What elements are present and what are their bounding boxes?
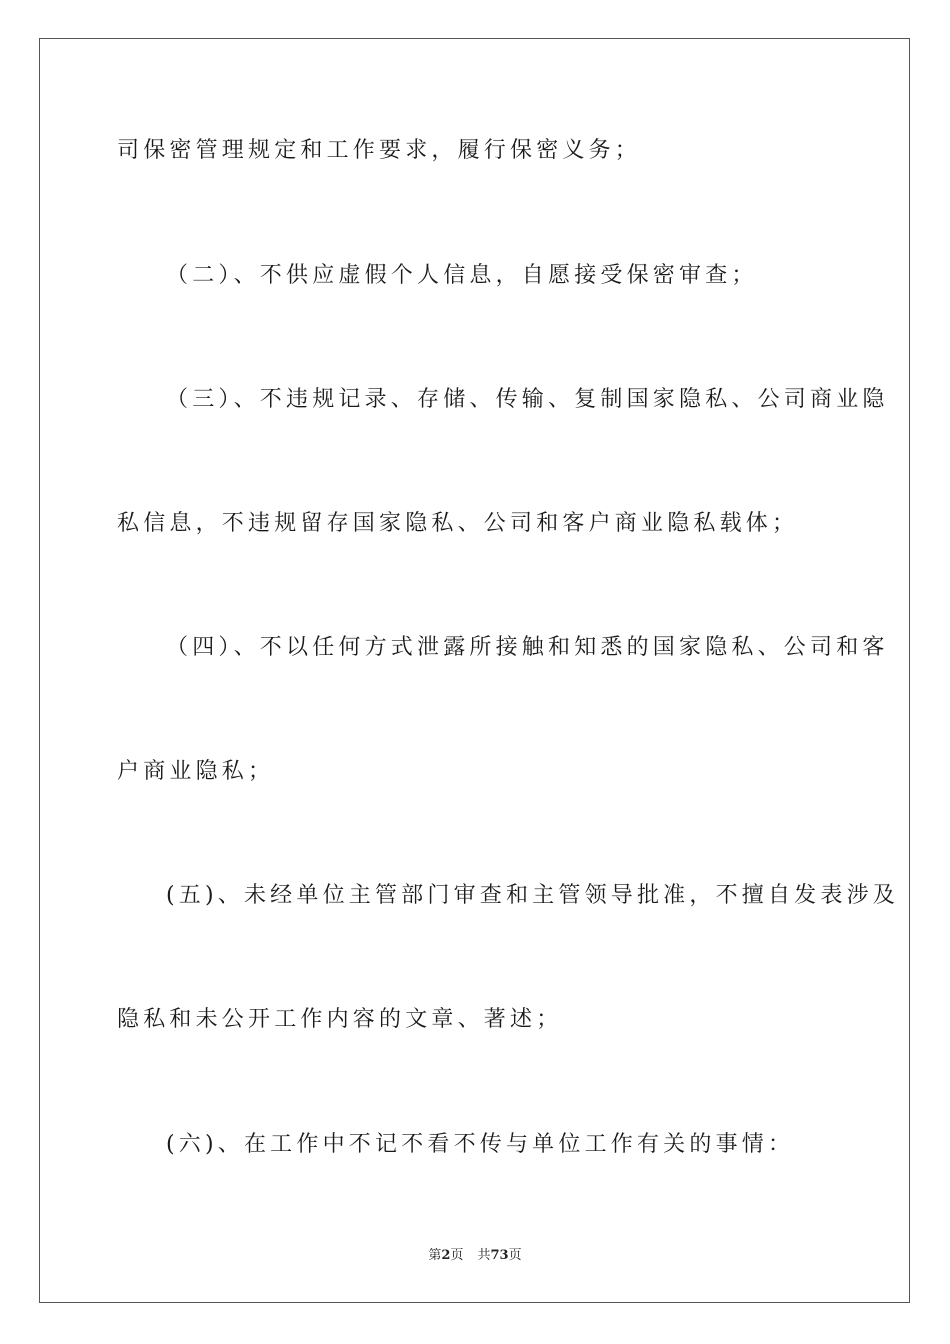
text-line-2: （二）、不供应虚假个人信息，自愿接受保密审查；: [166, 263, 758, 288]
footer-page-suffix: 页: [450, 1248, 464, 1263]
footer-page-number: 2: [441, 1248, 451, 1263]
page-footer: [0, 1248, 950, 1264]
text-line-9: (六)、在工作中不记不看不传与单位工作有关的事情：: [166, 1132, 795, 1157]
text-line-1: 司保密管理规定和工作要求，履行保密义务；: [117, 138, 642, 163]
footer-total-prefix: 共: [477, 1248, 491, 1263]
text-line-7: (五)、未经单位主管部门审查和主管领导批准，不擅自发表涉及: [166, 883, 899, 908]
text-line-3: （三）、不违规记录、存储、传输、复制国家隐私、公司商业隐: [166, 387, 889, 412]
text-line-4: 私信息，不违规留存国家隐私、公司和客户商业隐私载体；: [117, 511, 799, 536]
text-line-6: 户商业隐私；: [117, 759, 275, 784]
page-border: [39, 38, 910, 1303]
footer-total-pages: 73: [490, 1248, 509, 1263]
footer-page-prefix: 第: [428, 1248, 442, 1263]
footer-total-suffix: 页: [508, 1248, 522, 1263]
text-line-5: （四）、不以任何方式泄露所接触和知悉的国家隐私、公司和客: [166, 635, 889, 660]
text-line-8: 隐私和未公开工作内容的文章、著述；: [117, 1007, 563, 1032]
